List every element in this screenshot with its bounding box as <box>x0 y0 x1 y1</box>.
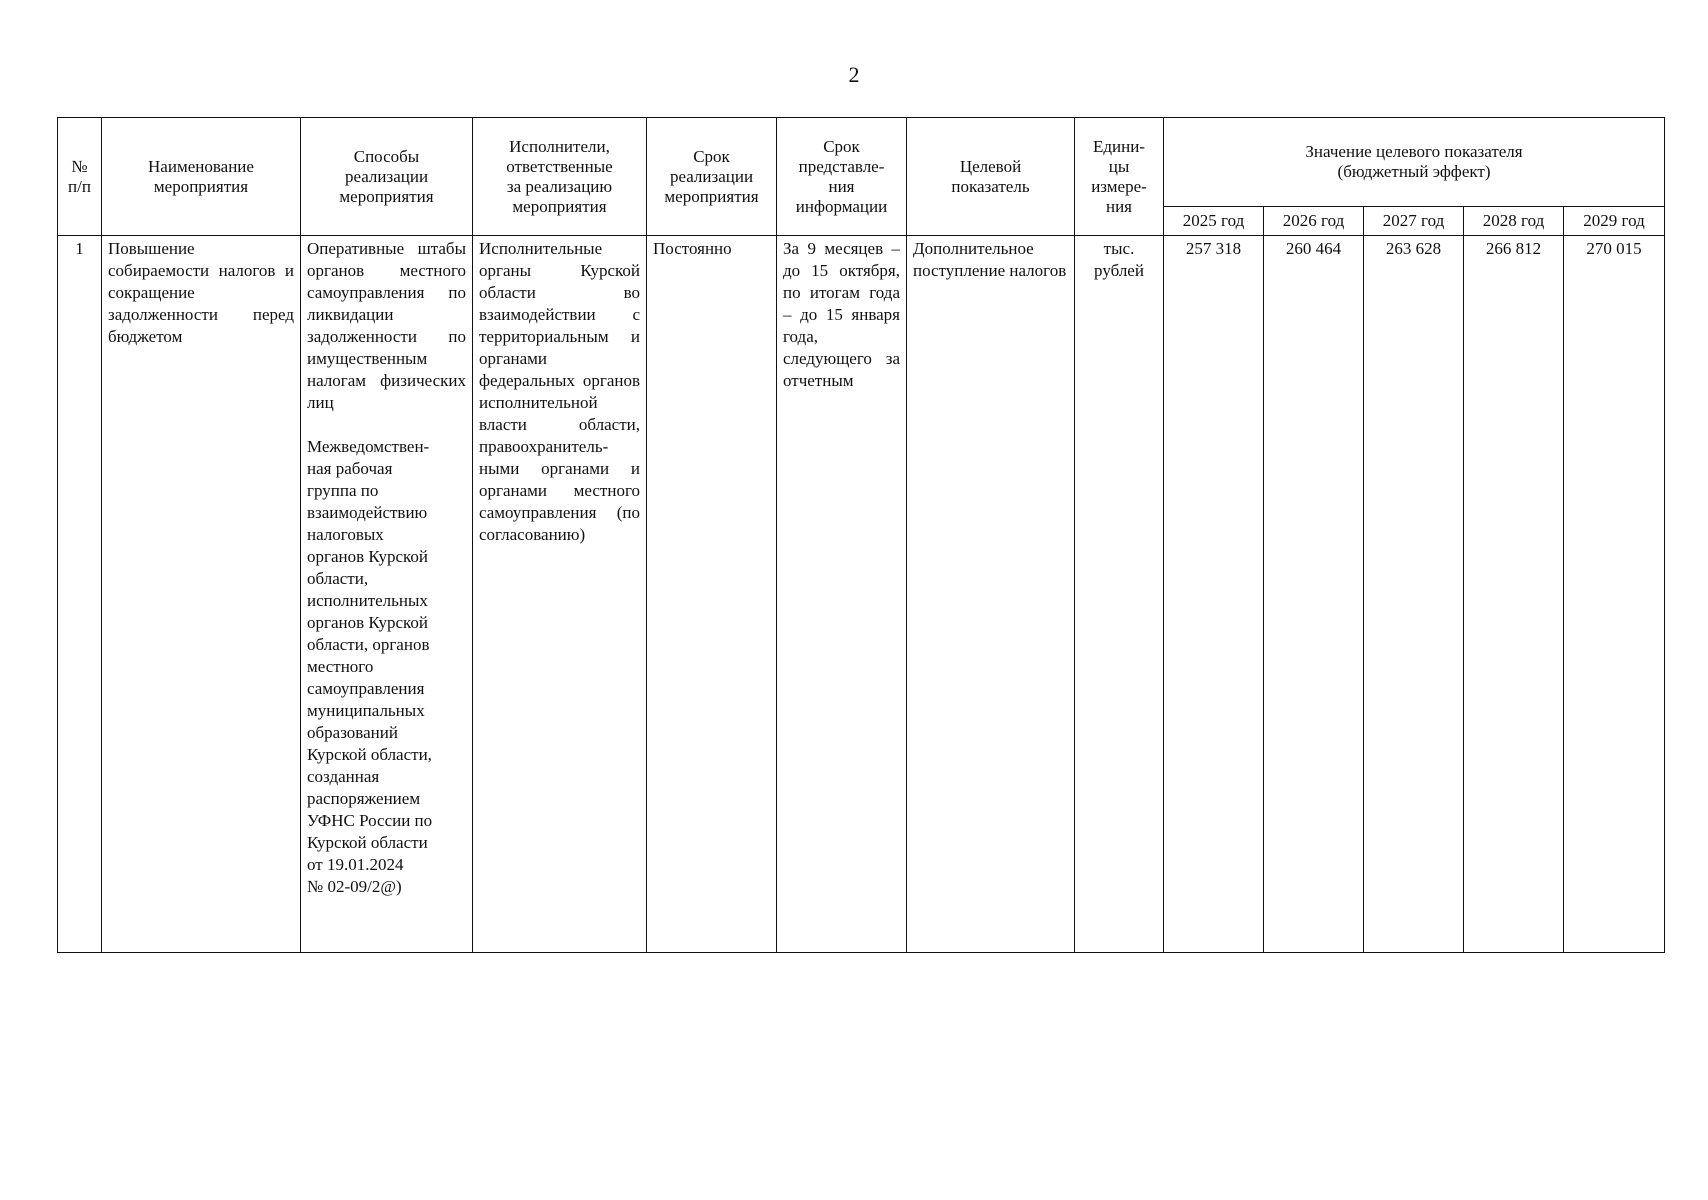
header-year-2028: 2028 год <box>1464 207 1564 236</box>
cell-methods-2: Межведомствен- ная рабочая группа по взаимодействию налоговых органов Курской области, исполнительных органов Курской области, органов местного самоуправления муниципальных образований Курской области, созданная распоряжением УФНС России по Курской области от 19.01.2024 № 02-09/2@) <box>307 437 433 896</box>
header-methods: Способы реализации мероприятия <box>301 118 473 236</box>
cell-value-2028: 266 812 <box>1464 236 1564 953</box>
cell-report-term: За 9 месяцев – до 15 октября, по итогам года – до 15 января года, следующего за отчетным <box>777 236 907 953</box>
page-number: 2 <box>848 62 860 87</box>
header-term: Срок реализации мероприятия <box>647 118 777 236</box>
header-year-2029: 2029 год <box>1564 207 1665 236</box>
cell-value-2029: 270 015 <box>1564 236 1665 953</box>
cell-num: 1 <box>58 236 102 953</box>
header-row <box>58 118 1665 207</box>
cell-name: Повышение собираемости налогов и сокращение задолженности перед бюджетом <box>102 236 301 953</box>
paragraph-gap <box>307 414 466 436</box>
cell-methods-1: Оперативные штабы органов местного самоуправления по ликвидации задолженности по имущественным налогам физических лиц <box>307 239 466 412</box>
header-units: Едини- цы измере- ния <box>1075 118 1164 236</box>
cell-executors: Исполнительные органы Курской области во взаимодействии с территориальным и органами федеральных органов исполнительной власти области, правоохранитель-ными органами и органами местного самоуправления (по согласованию) <box>473 236 647 953</box>
cell-value-2025: 257 318 <box>1164 236 1264 953</box>
cell-units: тыс. рублей <box>1075 236 1164 953</box>
cell-target: Дополнительное поступление налогов <box>907 236 1075 953</box>
table-row <box>58 236 1665 953</box>
header-report-term: Срок представле- ния информации <box>777 118 907 236</box>
cell-methods <box>301 236 473 953</box>
header-year-2027: 2027 год <box>1364 207 1464 236</box>
cell-term: Постоянно <box>647 236 777 953</box>
header-year-2025: 2025 год <box>1164 207 1264 236</box>
cell-value-2027: 263 628 <box>1364 236 1464 953</box>
header-value-group: Значение целевого показателя (бюджетный эффект) <box>1164 118 1665 207</box>
header-year-2026: 2026 год <box>1264 207 1364 236</box>
header-num: № п/п <box>58 118 102 236</box>
header-name: Наименование мероприятия <box>102 118 301 236</box>
measures-table <box>57 117 1665 953</box>
header-executors: Исполнители, ответственные за реализацию мероприятия <box>473 118 647 236</box>
cell-value-2026: 260 464 <box>1264 236 1364 953</box>
header-target: Целевой показатель <box>907 118 1075 236</box>
